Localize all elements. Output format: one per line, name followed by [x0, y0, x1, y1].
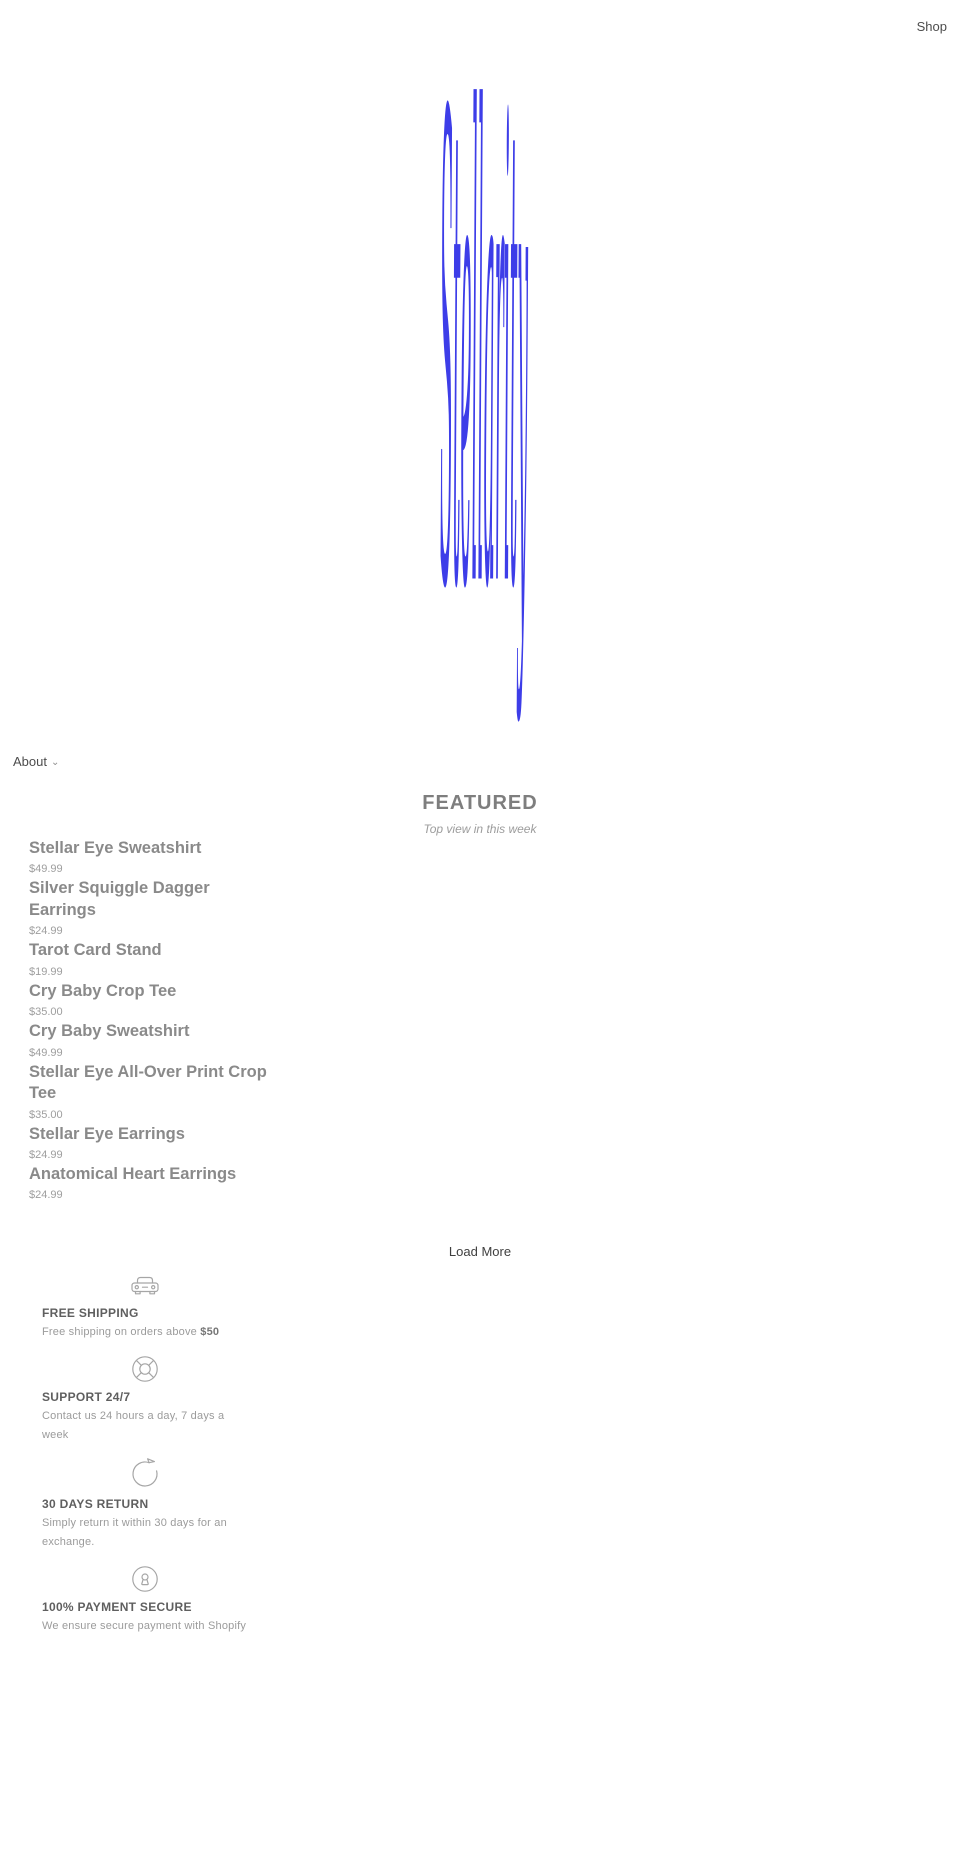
brand-logo-stretched-text — [438, 36, 530, 748]
product-price: $35.00 — [29, 1108, 63, 1121]
product-title-link[interactable]: Silver Squiggle Dagger Earrings — [29, 879, 210, 919]
feature-desc-bold: $50 — [200, 1326, 220, 1338]
feature-description — [42, 1514, 248, 1552]
feature-description — [42, 1617, 248, 1636]
svg-text:Stellarity: Stellarity — [440, 36, 529, 732]
product-price: $49.99 — [29, 863, 63, 876]
product-price: $24.99 — [29, 925, 63, 938]
brand-logo[interactable] — [438, 36, 530, 748]
feature-title: SUPPORT 24/7 — [42, 1390, 131, 1404]
product-price: $35.00 — [29, 1006, 63, 1019]
feature-description — [42, 1407, 248, 1445]
shop-nav-link[interactable]: Shop — [916, 19, 947, 34]
store-features — [42, 1274, 248, 1649]
car-icon — [42, 1274, 248, 1299]
feature-returns — [42, 1458, 248, 1552]
product-title-link[interactable]: Stellar Eye Earrings — [29, 1124, 185, 1143]
product-title-link[interactable]: Anatomical Heart Earrings — [29, 1164, 237, 1183]
lifebuoy-icon — [42, 1355, 248, 1383]
product-item — [29, 1124, 277, 1161]
feature-description — [42, 1323, 248, 1342]
feature-secure-payment — [42, 1565, 248, 1636]
product-title-link[interactable]: Stellar Eye Sweatshirt — [29, 839, 202, 857]
product-title-link[interactable]: Tarot Card Stand — [29, 941, 162, 960]
chevron-down-icon: ⌄ — [50, 757, 60, 768]
feature-desc-text: Simply return it within 30 days for an exchange. — [42, 1517, 227, 1548]
featured-section-header — [0, 792, 960, 836]
feature-title: 100% PAYMENT SECURE — [42, 1600, 192, 1614]
product-item — [29, 1062, 277, 1121]
lock-icon — [42, 1565, 248, 1593]
feature-title: 30 DAYS RETURN — [42, 1497, 149, 1511]
featured-product-list — [29, 838, 277, 1204]
return-arrow-icon — [42, 1458, 248, 1490]
product-item — [29, 838, 277, 875]
about-nav-dropdown[interactable] — [13, 754, 59, 769]
about-label: About — [13, 754, 47, 769]
feature-support — [42, 1355, 248, 1445]
feature-title: FREE SHIPPING — [42, 1306, 139, 1320]
product-price: $19.99 — [29, 965, 63, 978]
load-more-container — [0, 1243, 960, 1261]
feature-desc-text: Contact us 24 hours a day, 7 days a week — [42, 1410, 225, 1441]
product-item — [29, 940, 277, 977]
product-item — [29, 878, 277, 937]
product-item — [29, 1164, 277, 1201]
product-title-link[interactable]: Stellar Eye All-Over Print Crop Tee — [29, 1062, 267, 1103]
product-item — [29, 1021, 277, 1058]
product-title-link[interactable]: Cry Baby Crop Tee — [29, 981, 177, 1000]
product-price: $24.99 — [29, 1148, 63, 1161]
product-item — [29, 981, 277, 1018]
feature-desc-text: Free shipping on orders above — [42, 1326, 201, 1338]
product-price: $24.99 — [29, 1189, 63, 1202]
feature-free-shipping — [42, 1274, 248, 1342]
product-title-link[interactable]: Cry Baby Sweatshirt — [29, 1022, 190, 1041]
featured-subtitle: Top view in this week — [423, 822, 537, 836]
featured-title: FEATURED — [422, 792, 538, 814]
product-price: $49.99 — [29, 1046, 63, 1059]
feature-desc-text: We ensure secure payment with Shopify — [42, 1620, 247, 1632]
load-more-button[interactable]: Load More — [448, 1244, 512, 1259]
